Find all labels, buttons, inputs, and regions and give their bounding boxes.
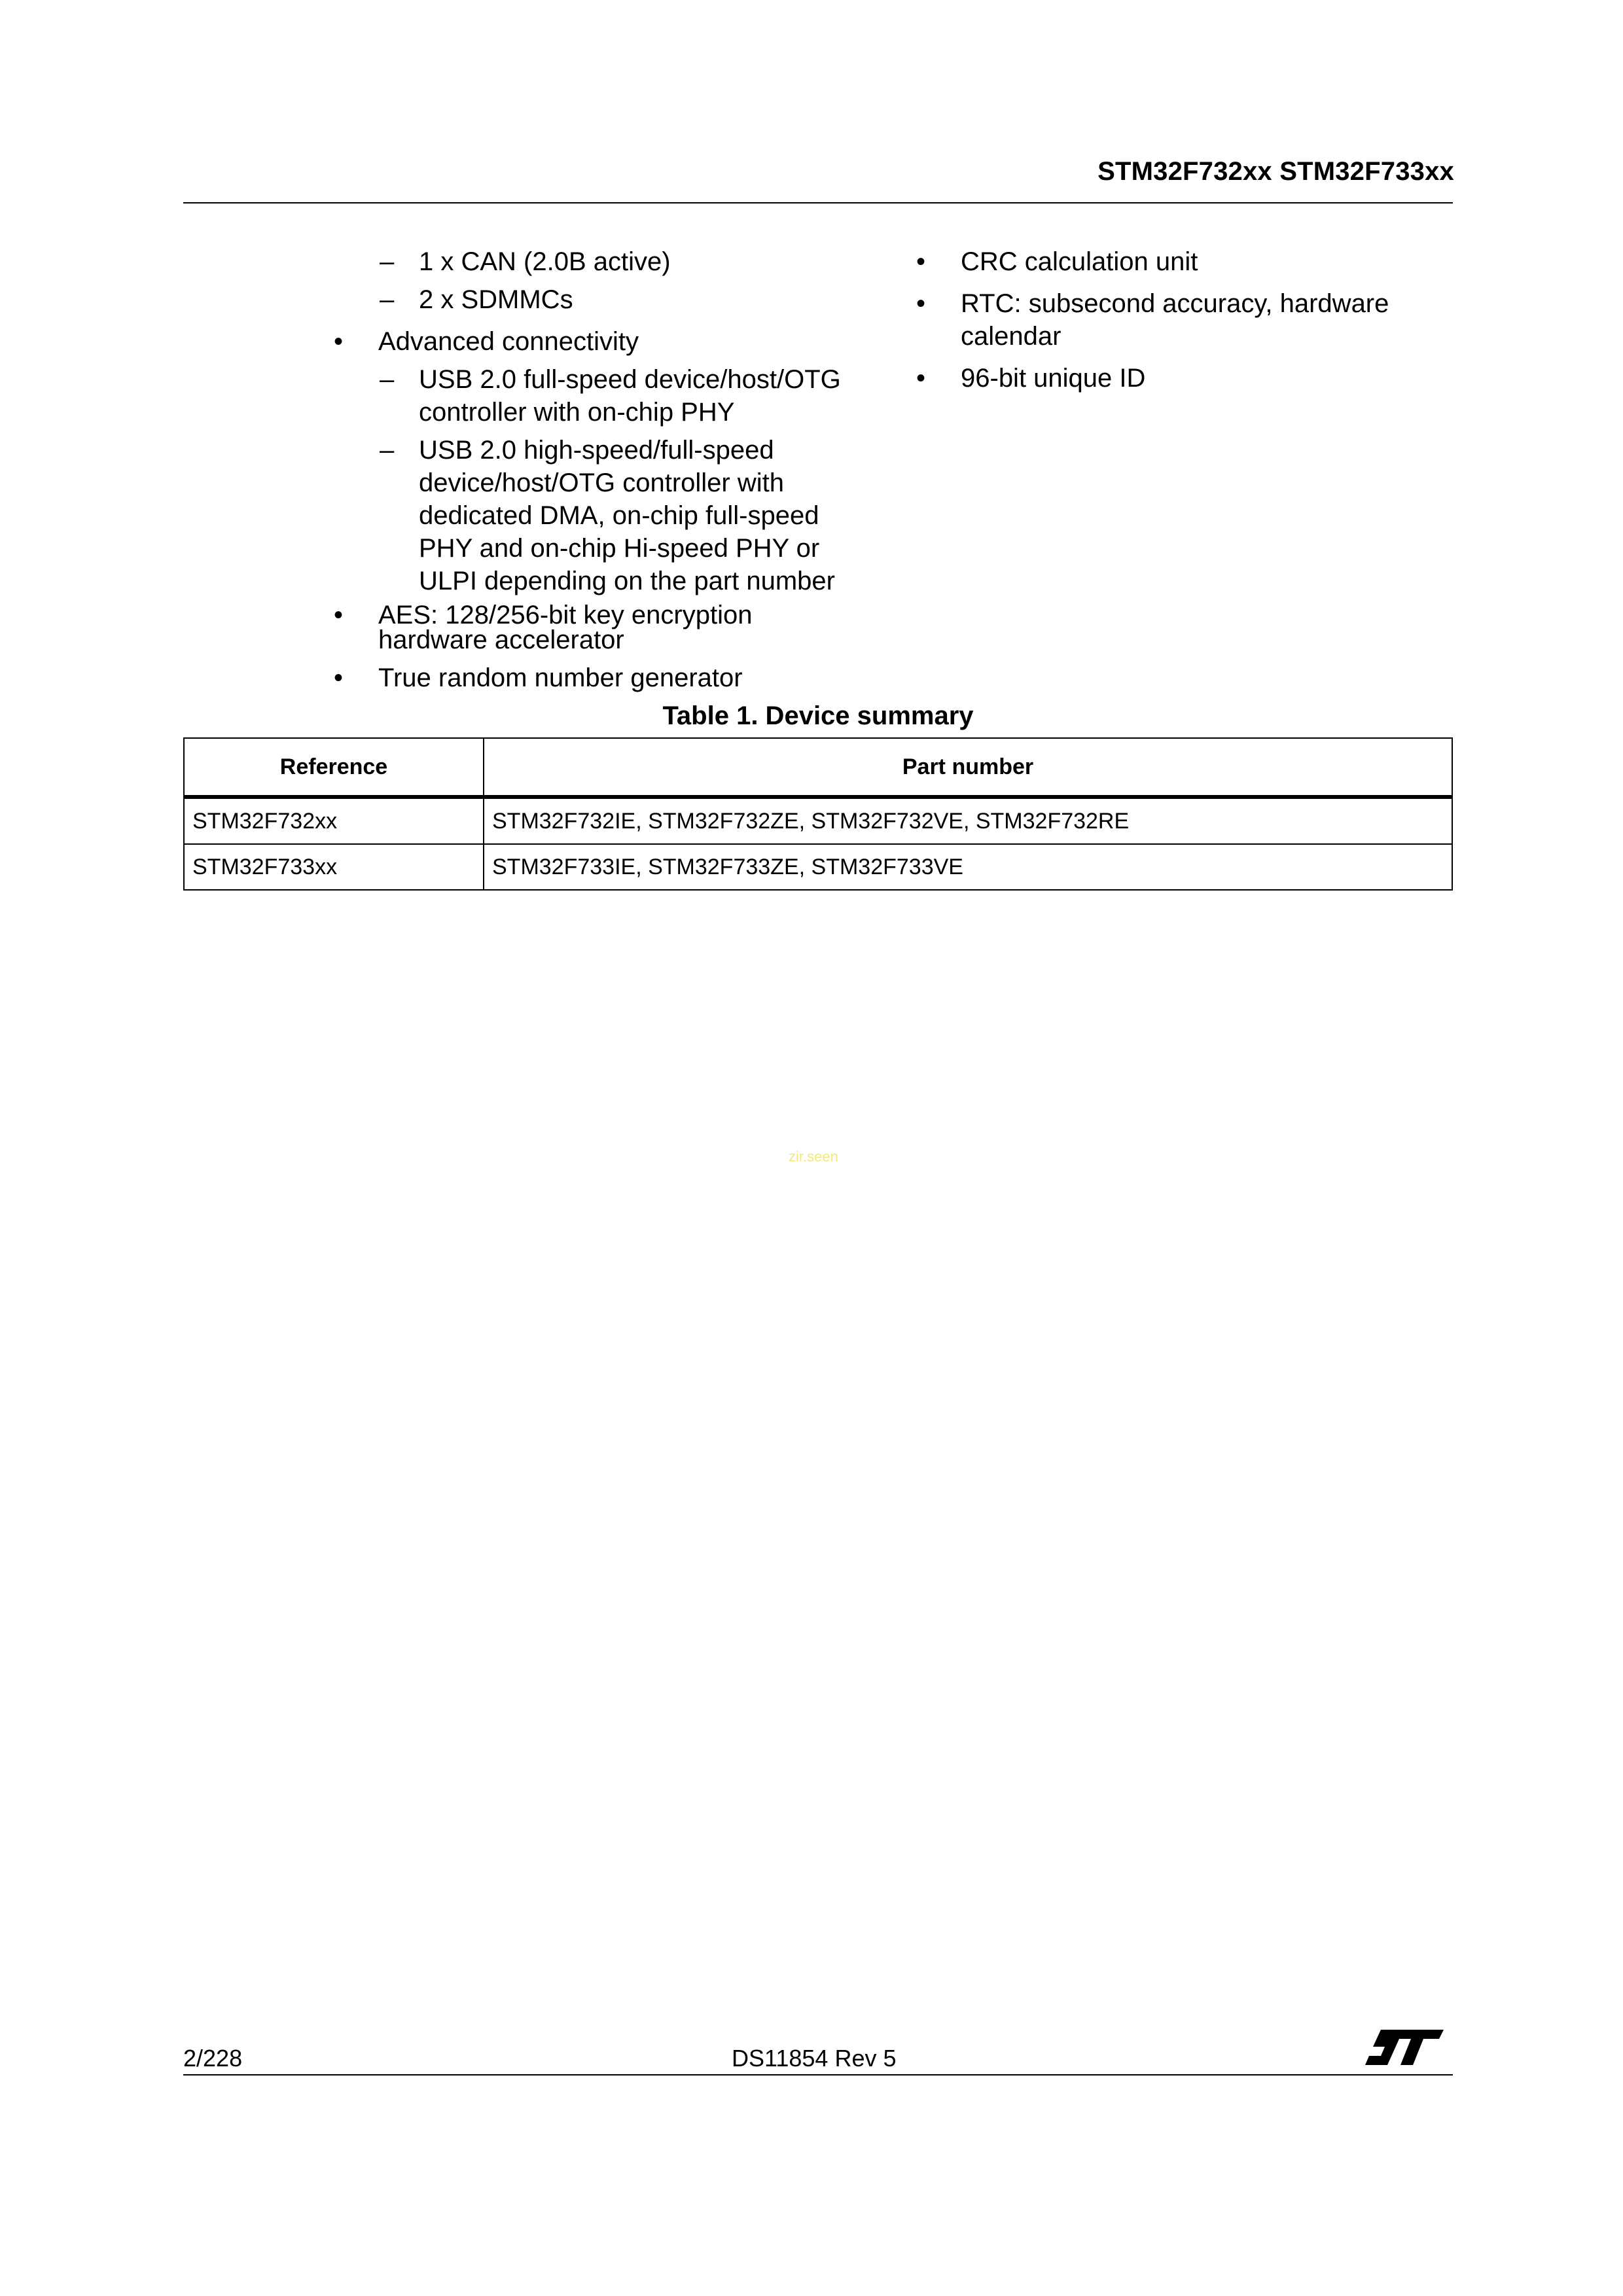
features-right-column xyxy=(916,245,1453,395)
cell-reference: STM32F733xx xyxy=(184,844,484,890)
list-item-crc: • CRC calculation unit xyxy=(916,245,1453,278)
header-rule xyxy=(183,202,1453,203)
list-item-rng: • True random number generator xyxy=(334,662,883,694)
bullet-marker: • xyxy=(916,289,926,318)
table-caption: Table 1. Device summary xyxy=(662,701,974,730)
table-row xyxy=(184,844,1452,890)
list-item-advanced-connectivity: • Advanced connectivity xyxy=(334,325,883,358)
page-header-title: STM32F732xx STM32F733xx xyxy=(1097,157,1454,186)
device-summary-table xyxy=(183,737,1453,891)
dash-marker: – xyxy=(380,365,395,394)
features-left-column xyxy=(334,245,883,694)
list-item-unique-id: • 96-bit unique ID xyxy=(916,362,1453,395)
dash-marker: – xyxy=(380,285,395,314)
table-header-row xyxy=(184,738,1452,797)
dash-marker: – xyxy=(380,436,395,465)
list-item-aes: • AES: 128/256-bit key encryption hardware accelerator xyxy=(334,601,753,654)
bullet-marker: • xyxy=(916,364,926,393)
list-item-rtc: • RTC: subsecond accuracy, hardware calendar xyxy=(916,287,1453,353)
document-id: DS11854 Rev 5 xyxy=(732,2045,897,2072)
page-number: 2/228 xyxy=(183,2045,243,2072)
table-row xyxy=(184,797,1452,844)
bullet-marker: • xyxy=(916,247,926,276)
bullet-marker: • xyxy=(334,663,344,692)
list-item-usb-hs: – USB 2.0 high-speed/full-speed device/host/OTG controller with dedicated DMA, on-chip full-speed PHY and on-chip Hi-speed PHY or ULPI depending on the part number xyxy=(334,434,883,597)
list-item-usb-fs: – USB 2.0 full-speed device/host/OTG controller with on-chip PHY xyxy=(334,363,883,429)
st-logo-icon xyxy=(1361,2027,1446,2068)
header-part-number: Part number xyxy=(484,738,1452,797)
cell-part-number: STM32F733IE, STM32F733ZE, STM32F733VE xyxy=(484,844,1452,890)
header-reference: Reference xyxy=(184,738,484,797)
footer-rule xyxy=(183,2074,1453,2075)
cell-part-number: STM32F732IE, STM32F732ZE, STM32F732VE, STM32F732RE xyxy=(484,797,1452,844)
dash-marker: – xyxy=(380,247,395,276)
list-item-sdmmc: – 2 x SDMMCs xyxy=(334,283,883,316)
list-item-can: – 1 x CAN (2.0B active) xyxy=(334,245,883,278)
watermark: zir.seen xyxy=(789,1148,838,1165)
cell-reference: STM32F732xx xyxy=(184,797,484,844)
bullet-marker: • xyxy=(334,327,344,356)
bullet-marker: • xyxy=(334,601,344,629)
